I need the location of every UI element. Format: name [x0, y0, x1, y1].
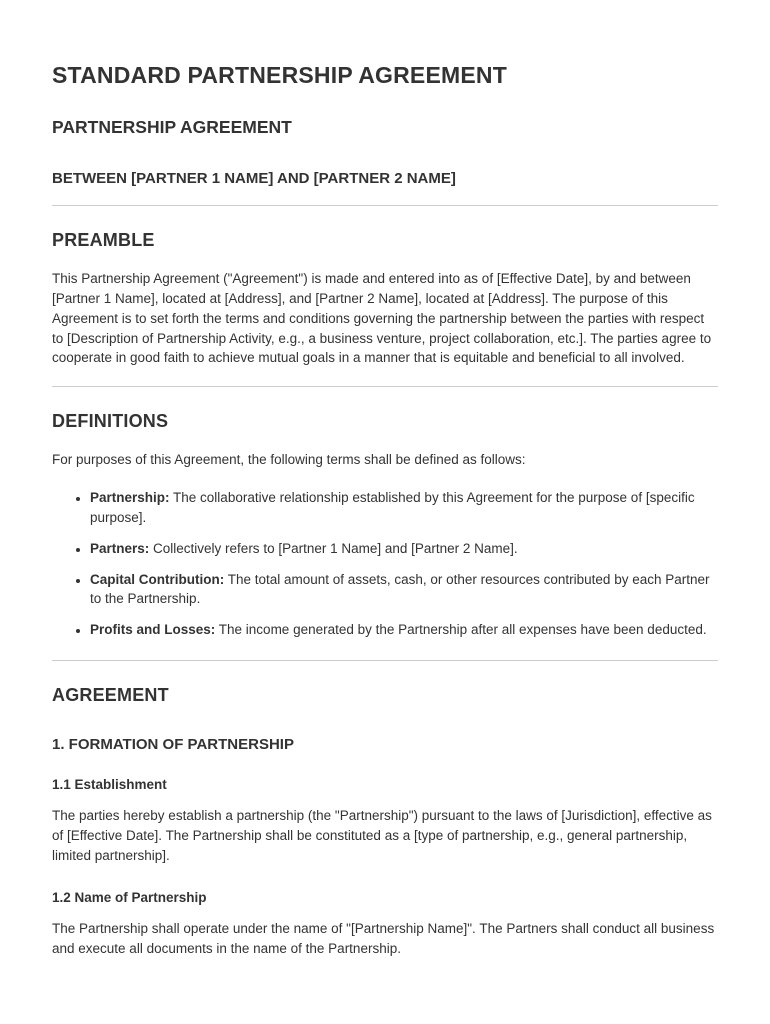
- definition-term: Partnership:: [90, 490, 170, 506]
- definition-item-capital-contribution: [90, 570, 718, 610]
- document-subtitle: PARTNERSHIP AGREEMENT: [52, 117, 292, 137]
- section-divider: [52, 660, 718, 661]
- definition-term: Partners:: [90, 540, 150, 556]
- preamble-body: This Partnership Agreement ("Agreement") is made and entered into as of [Effective Date], by and between [Partner 1 Name], located at [Address], and [Partner 2 Name], located at [Address]. The purpose of this Agreement is to set forth the terms and conditions governing the partnership between the parties with respect to [Description of Partnership Activity, e.g., a business venture, project collaboration, etc.]. The parties agree to cooperate in good faith to achieve mutual goals in a manner that is equitable and beneficial to all involved.: [52, 271, 712, 366]
- preamble-section: [52, 230, 718, 368]
- definition-item-partnership: [90, 488, 718, 528]
- section-1-heading: 1. FORMATION OF PARTNERSHIP: [52, 736, 294, 754]
- definitions-section: [52, 411, 718, 640]
- section-divider: [52, 386, 718, 387]
- agreement-section: [52, 685, 718, 958]
- definition-text: The collaborative relationship established by this Agreement for the purpose of [specific purpose].: [90, 490, 695, 525]
- section-1-2-body: The Partnership shall operate under the name of "[Partnership Name]". The Partners shall conduct all business and execute all documents in the name of the Partnership.: [52, 920, 715, 956]
- definition-item-profits-and-losses: [90, 620, 718, 640]
- section-divider: [52, 205, 718, 206]
- definition-term: Profits and Losses:: [90, 622, 216, 638]
- definition-text: The income generated by the Partnership after all expenses have been deducted.: [215, 622, 707, 638]
- definition-term: Capital Contribution:: [90, 571, 225, 587]
- definition-text: The total amount of assets, cash, or other resources contributed by each Partner to the Partnership.: [90, 571, 710, 607]
- document-title: STANDARD PARTNERSHIP AGREEMENT: [52, 62, 507, 88]
- definitions-heading: DEFINITIONS: [52, 411, 169, 432]
- definitions-intro: For purposes of this Agreement, the following terms shall be defined as follows:: [52, 452, 526, 468]
- preamble-heading: PREAMBLE: [52, 230, 155, 250]
- parties-line: BETWEEN [PARTNER 1 NAME] AND [PARTNER 2 NAME]: [52, 170, 456, 187]
- definitions-list: [52, 488, 718, 640]
- section-1-1-heading: 1.1 Establishment: [52, 777, 167, 793]
- section-1-2-heading: 1.2 Name of Partnership: [52, 889, 207, 905]
- agreement-heading: AGREEMENT: [52, 685, 169, 706]
- definition-text: Collectively refers to [Partner 1 Name] and [Partner 2 Name].: [149, 540, 518, 556]
- section-1-1-body: The parties hereby establish a partnership (the "Partnership") pursuant to the laws of [Jurisdiction], effective as of [Effective Date]. The Partnership shall be constituted as a [type of partnership, e.g., general partnership, limited partnership].: [52, 808, 712, 863]
- definition-item-partners: [90, 539, 718, 559]
